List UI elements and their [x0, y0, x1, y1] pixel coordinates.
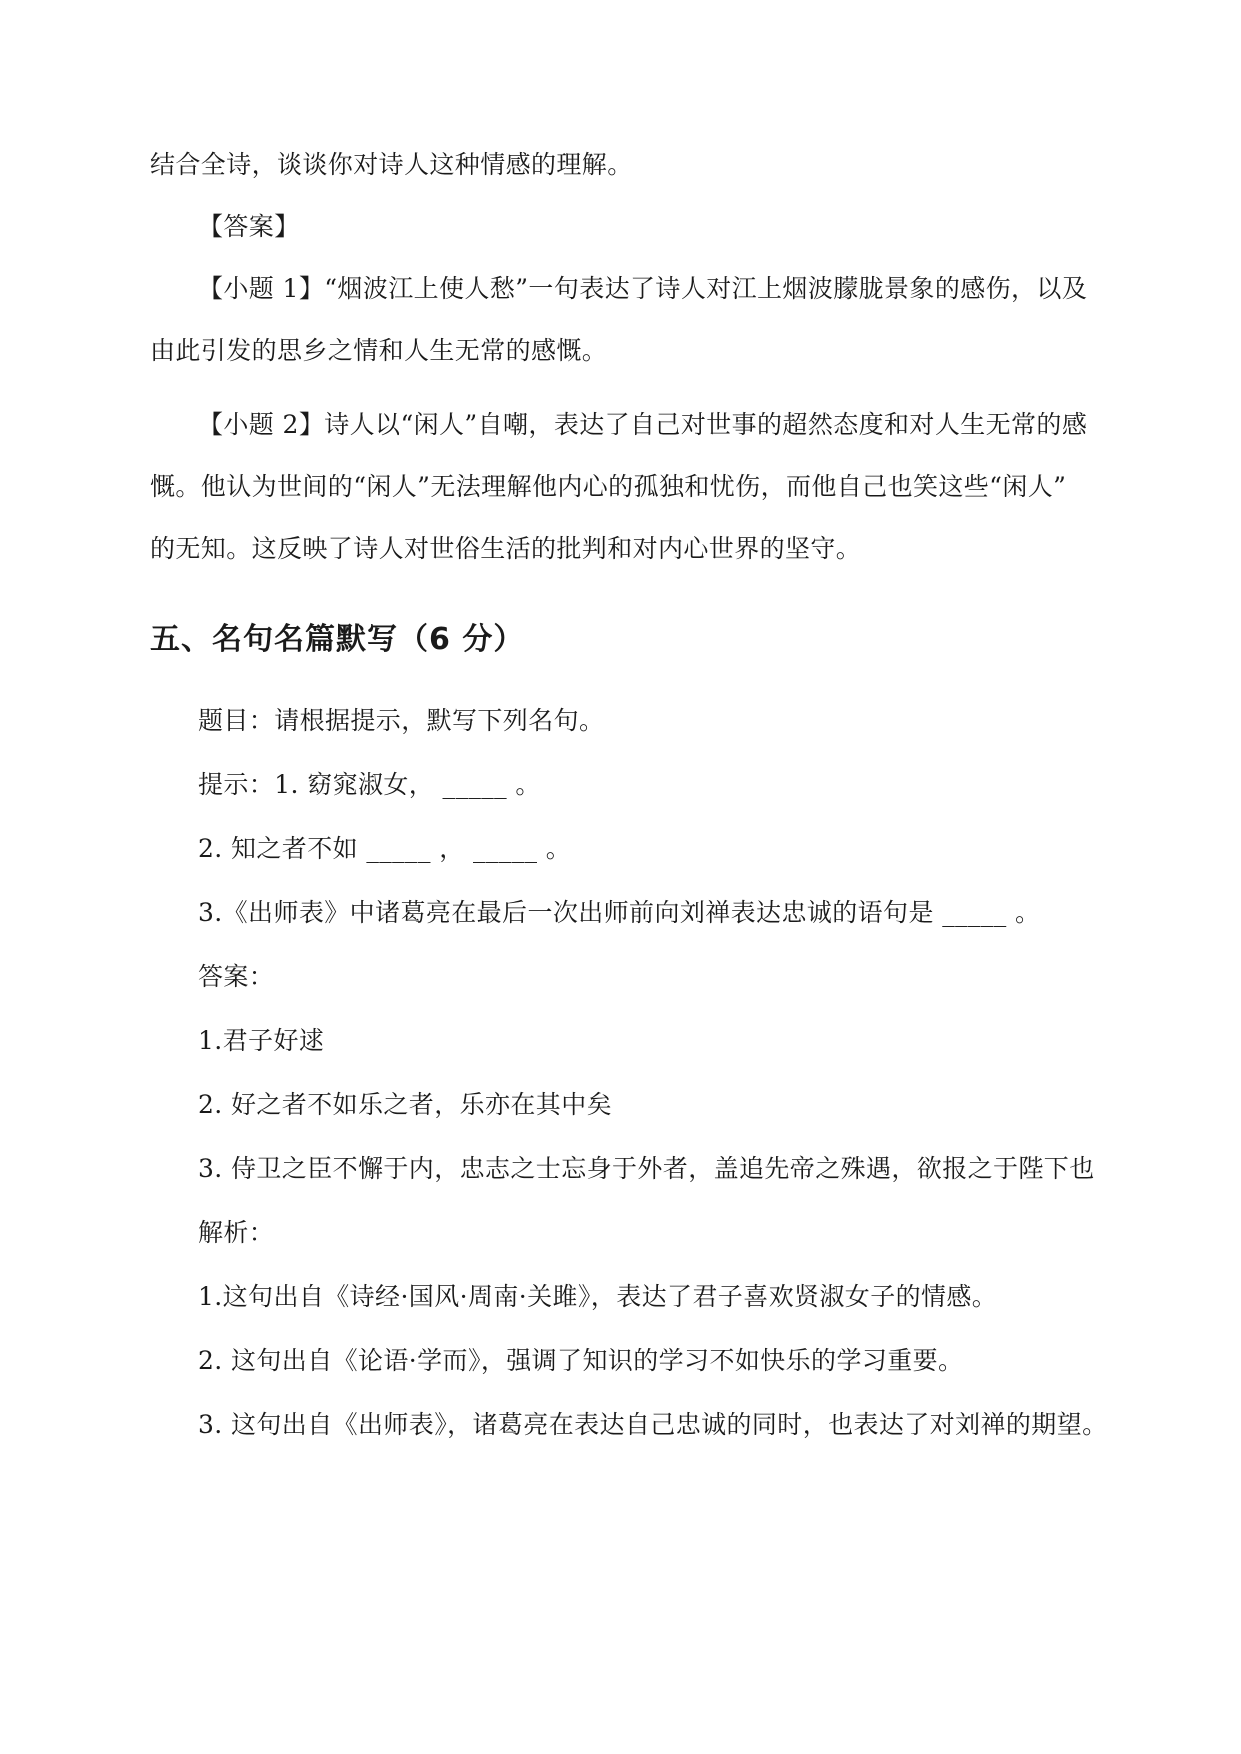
answer-3: 3. 侍卫之臣不懈于内，忠志之士忘身于外者，盖追先帝之殊遇，欲报之于陛下也 — [198, 1154, 1095, 1183]
hint-2: 2. 知之者不如 _____ ， _____ 。 — [198, 834, 572, 863]
hint-1: 提示：1. 窈窕淑女， _____ 。 — [198, 770, 541, 799]
answer-1: 1.君子好逑 — [198, 1026, 325, 1055]
analysis-2: 2. 这句出自《论语·学而》，强调了知识的学习不如快乐的学习重要。 — [198, 1346, 964, 1375]
q2-answer-line-2: 慨。他认为世间的“闲人”无法理解他内心的孤独和忧伤，而他自己也笑这些“闲人” — [150, 472, 1067, 501]
answers-label: 答案： — [198, 962, 275, 991]
hint-3: 3.《出师表》中诸葛亮在最后一次出师前向刘禅表达忠诚的语句是 _____ 。 — [198, 898, 1041, 927]
question-prompt: 题目：请根据提示，默写下列名句。 — [198, 706, 605, 735]
question-tail: 结合全诗，谈谈你对诗人这种情感的理解。 — [150, 150, 633, 179]
section-heading: 五、名句名篇默写（6 分） — [150, 622, 525, 657]
q1-answer-line-2: 由此引发的思乡之情和人生无常的感慨。 — [150, 336, 608, 365]
q1-answer-line-1: 【小题 1】“烟波江上使人愁”一句表达了诗人对江上烟波朦胧景象的感伤，以及 — [198, 274, 1088, 303]
analysis-3: 3. 这句出自《出师表》，诸葛亮在表达自己忠诚的同时，也表达了对刘禅的期望。 — [198, 1410, 1108, 1439]
answer-2: 2. 好之者不如乐之者，乐亦在其中矣 — [198, 1090, 613, 1119]
q2-answer-line-1: 【小题 2】诗人以“闲人”自嘲，表达了自己对世事的超然态度和对人生无常的感 — [198, 410, 1088, 439]
answer-label: 【答案】 — [198, 212, 300, 241]
analysis-1: 1.这句出自《诗经·国风·周南·关雎》，表达了君子喜欢贤淑女子的情感。 — [198, 1282, 998, 1311]
q2-answer-line-3: 的无知。这反映了诗人对世俗生活的批判和对内心世界的坚守。 — [150, 534, 862, 563]
analysis-label: 解析： — [198, 1218, 275, 1247]
